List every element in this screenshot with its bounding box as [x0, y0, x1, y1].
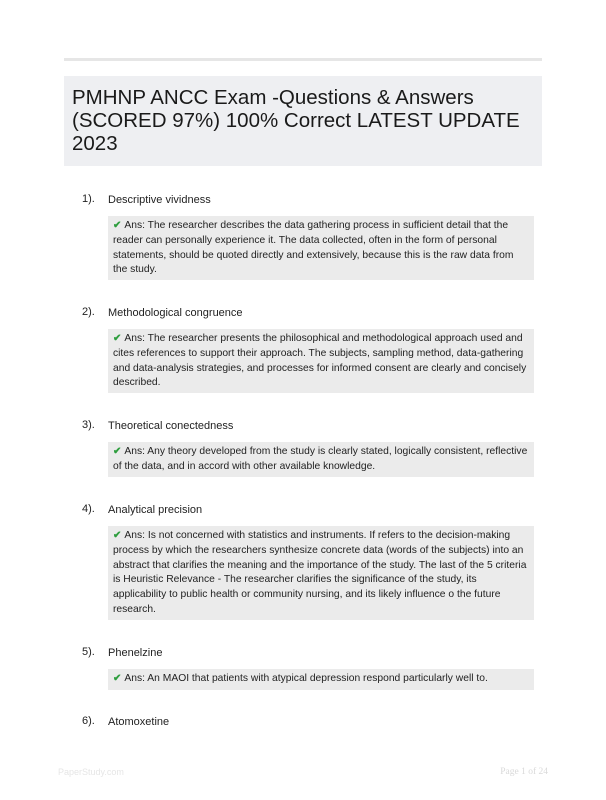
- answer-text: Ans: An MAOI that patients with atypical depression respond particularly well to.: [124, 673, 488, 684]
- question-number: 6).: [82, 715, 95, 727]
- title-banner: [64, 76, 542, 166]
- footer-watermark: PaperStudy.com: [58, 767, 124, 777]
- answer-text: Ans: Is not concerned with statistics and instruments. If refers to the decision-making process by which the researchers synthesize concrete data (words of the subjects) into an abstract that clarifies the meaning and the importance of the study. The last of the 5 criteria is Heuristic Relevance - The researcher clarifies the significance of the study, its applicability to public health or community nursing, and its likely influence o the future research.: [113, 530, 527, 615]
- question-term: Atomoxetine: [108, 716, 170, 728]
- answer-box: [108, 526, 534, 620]
- question-term: Descriptive vividness: [108, 194, 211, 206]
- check-icon: ✔: [113, 673, 122, 684]
- check-icon: ✔: [113, 446, 122, 457]
- check-icon: ✔: [113, 220, 122, 231]
- page-number: Page 1 of 24: [500, 767, 548, 777]
- question-number: 5).: [82, 646, 95, 658]
- answer-box: [108, 216, 534, 280]
- question-term: Analytical precision: [108, 504, 203, 516]
- check-icon: ✔: [113, 530, 122, 541]
- question-number: 1).: [82, 193, 95, 205]
- answer-box: [108, 669, 534, 690]
- page-title: PMHNP ANCC Exam -Questions & Answers (SCORED 97%) 100% Correct LATEST UPDATE 2023: [72, 86, 520, 155]
- answer-box: [108, 442, 534, 477]
- answer-text: Ans: Any theory developed from the study is clearly stated, logically consistent, reflective of the data, and in accord with other available knowledge.: [113, 446, 528, 472]
- question-term: Methodological congruence: [108, 307, 243, 319]
- top-divider: [64, 58, 542, 61]
- question-term: Theoretical conectedness: [108, 420, 234, 432]
- question-number: 2).: [82, 306, 95, 318]
- answer-text: Ans: The researcher describes the data gathering process in sufficient detail that the reader can personally experience it. The data collected, often in the form of personal statements, should be quoted directly and extensively, because this is the raw data from the study.: [113, 220, 514, 276]
- answer-text: Ans: The researcher presents the philosophical and methodological approach used and cites references to support their approach. The subjects, sampling method, data-gathering and data-analysis strategies, and processes for informed consent are clearly and concisely described.: [113, 333, 527, 389]
- question-number: 4).: [82, 503, 95, 515]
- answer-box: [108, 329, 534, 393]
- check-icon: ✔: [113, 333, 122, 344]
- question-number: 3).: [82, 419, 95, 431]
- question-term: Phenelzine: [108, 647, 163, 659]
